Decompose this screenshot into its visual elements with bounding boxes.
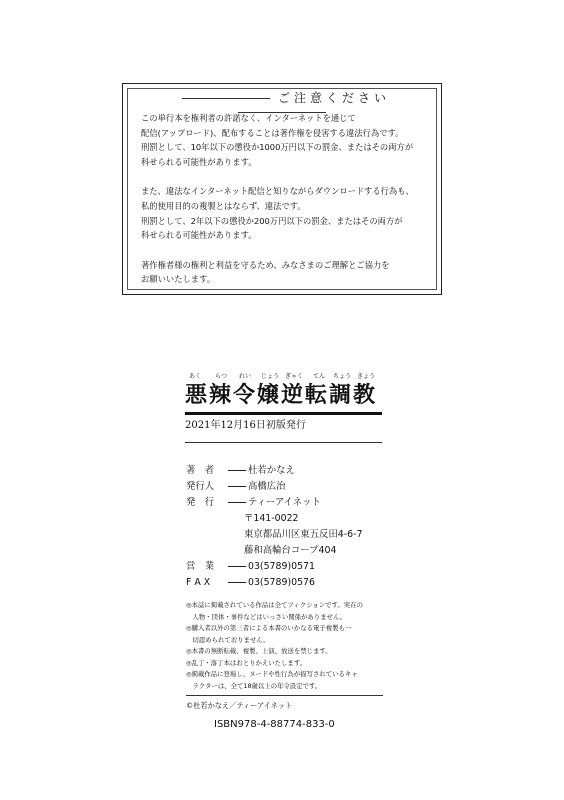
note-line: ラクターは、全て18歳以上の年令設定です。 [186,681,322,690]
title-ruby [185,372,425,382]
postal-code: 〒141-0022 [244,513,299,524]
notice-line: 科せられる可能性があります。 [141,157,257,168]
note-line: ◎本書の無断転載、複製、上演、放送を禁じます。 [186,647,332,655]
notice-box [122,83,442,295]
notice-paragraph-2 [141,184,437,243]
legal-notes [186,600,406,696]
dash [228,486,246,487]
ruby-1: あく [189,373,202,380]
address-line-2-row [186,543,436,559]
notice-line: 刑罰として、10年以下の懲役か1000万円以下の罰金、またはその両方が [141,142,414,153]
title-divider-left [182,98,270,99]
notice-paragraph-1 [141,111,437,170]
fax-label: F A X [186,577,211,588]
credits [186,463,436,591]
ruby-7: ちょう [333,373,352,380]
credit-publisher-person [186,479,436,495]
notice-text [141,111,437,287]
notes-rule [186,695,383,696]
title-rule [185,412,382,415]
notice-line: この単行本を権利者の許諾なく、インターネットを通じて [141,113,356,123]
credit-author [186,463,436,479]
note-line: 切認められておりません。 [186,635,270,644]
ruby-2: らつ [215,373,227,380]
note-line: ◎掲載作品に登場し、ヌードや性行為が描写されているキャ [186,670,358,678]
author-label: 著 者 [186,465,215,476]
sales-phone: 03(5789)0571 [248,561,315,572]
dash [228,566,246,567]
address-line-1: 東京都品川区東五反田4-6-7 [244,529,363,540]
publisher-name: ティーアイネット [248,497,321,508]
note-line: ◎購入者以外の第三者による本書のいかなる電子複製も一 [186,624,352,632]
notice-paragraph-3 [141,258,437,287]
copyright: ©杜若かなえ／ティーアイネット [186,701,293,710]
ruby-4: じょう [261,373,280,380]
notice-line: 私的使用目的の複製とはならず、違法です。 [141,201,306,212]
note-line: ◎乱丁・落丁本はおとりかえいたします。 [186,658,307,667]
publisher-person-label: 発行人 [186,481,215,492]
notice-line: 刑罰として、2年以下の懲役か200万円以下の罰金、またはその両方が [141,215,403,226]
credit-sales [186,559,436,575]
address-line-1-row [186,527,436,543]
publisher-person-name: 高橋広治 [248,481,286,492]
note-line: 人物・団体・事件などはいっさい関係がありません。 [186,612,347,621]
notice-title: ご注意ください [277,91,390,105]
ruby-8: きょう [357,373,376,380]
sales-label: 営 業 [186,561,215,572]
credit-fax [186,575,436,591]
postal-code-row [186,511,436,527]
publisher-label: 発 行 [186,497,215,508]
dash [228,502,246,503]
dash [228,470,246,471]
notice-line: また、違法なインターネット配信と知りながらダウンロードする行為も、 [141,186,414,197]
notice-line: 科せられる可能性があります。 [141,230,257,241]
address-line-2: 藤和高輪台コープ404 [244,545,337,556]
credit-publisher [186,495,436,511]
isbn: ISBN978-4-88774-833-0 [214,719,335,730]
notice-line: 配信(アップロード)、配布することは著作権を侵害する違法行為です。 [141,127,404,138]
book-title: 悪辣令嬢逆転調教 [185,382,378,408]
ruby-6: てん [313,373,326,380]
dash [228,582,246,583]
author-name: 杜若かなえ [248,465,295,476]
notice-line: お願いいたします。 [141,274,216,285]
ruby-5: ぎゃく [285,373,304,380]
notice-line: 著作権者様の権利と利益を守るため、みなさまのご理解とご協力を [141,259,390,270]
edition-date: 2021年12月16日初版発行 [185,420,306,431]
note-line: ◎本誌に掲載されている作品は全てフィクションです。実在の [186,601,363,609]
ruby-3: れい [239,373,252,380]
edition-rule [185,442,382,443]
fax-number: 03(5789)0576 [248,577,315,588]
